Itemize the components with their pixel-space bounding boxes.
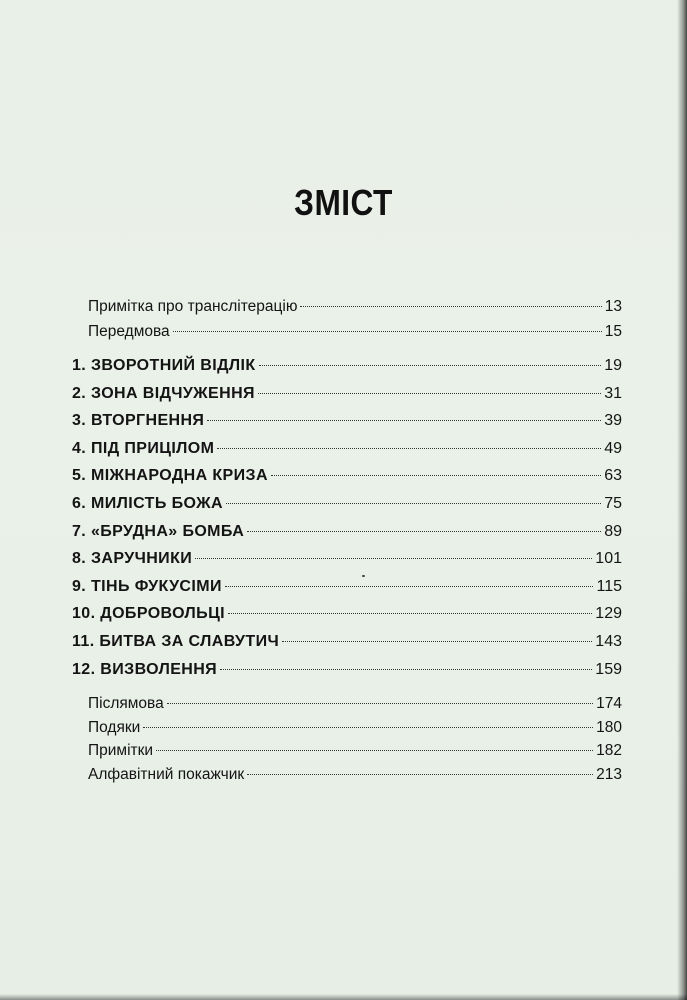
toc-chapter-8[interactable] — [72, 545, 622, 573]
toc-chapter-page: 89 — [604, 522, 622, 540]
toc-chapter-label: 1. ЗВОРОТНИЙ ВІДЛІК — [72, 357, 256, 374]
toc-chapter-4[interactable] — [72, 435, 622, 463]
toc-entry-label: Післямова — [88, 695, 164, 713]
table-of-contents — [72, 294, 622, 786]
toc-chapter-10[interactable] — [72, 600, 622, 628]
toc-chapter-page: 39 — [604, 412, 622, 430]
page-edge-shadow — [677, 0, 687, 1000]
toc-chapter-9[interactable] — [72, 573, 622, 601]
dot-leader — [226, 502, 601, 504]
toc-entry-index[interactable] — [72, 763, 622, 787]
toc-chapter-6[interactable] — [72, 490, 622, 518]
toc-chapter-page: 19 — [604, 357, 622, 374]
toc-chapter-2[interactable] — [72, 380, 622, 408]
dot-leader — [195, 557, 592, 559]
toc-entry-notes[interactable] — [72, 739, 622, 763]
toc-chapter-page: 75 — [604, 494, 622, 512]
toc-chapter-page: 129 — [595, 605, 622, 623]
toc-spacer — [72, 683, 622, 692]
page-title: ЗМІСТ — [294, 182, 393, 224]
toc-entry-label: Примітки — [88, 742, 154, 760]
toc-entry-page: 213 — [596, 765, 622, 783]
toc-chapter-page: 49 — [604, 439, 622, 457]
dot-leader — [247, 530, 601, 532]
toc-entry-page: 13 — [604, 298, 622, 315]
toc-entry-acknowledgements[interactable] — [72, 716, 622, 740]
toc-chapter-7[interactable] — [72, 518, 622, 546]
toc-entry-page: 174 — [596, 695, 622, 713]
toc-entry-page: 180 — [596, 718, 622, 736]
dot-leader — [271, 474, 601, 476]
toc-entry-page: 15 — [604, 323, 622, 340]
toc-chapter-page: 115 — [596, 577, 622, 595]
toc-chapter-page: 143 — [595, 632, 622, 650]
dot-leader — [259, 364, 602, 366]
dot-leader — [228, 612, 592, 614]
toc-chapter-label: 8. ЗАРУЧНИКИ — [72, 550, 193, 568]
toc-chapter-label: 3. ВТОРГНЕННЯ — [72, 412, 205, 430]
dot-leader — [207, 419, 601, 421]
dot-leader — [258, 392, 601, 394]
toc-chapter-label: 11. БИТВА ЗА СЛАВУТИЧ — [72, 632, 280, 650]
toc-chapter-5[interactable] — [72, 462, 622, 490]
toc-chapter-12[interactable] — [72, 656, 622, 684]
toc-entry-foreword[interactable] — [72, 319, 622, 344]
toc-chapter-label: 12. ВИЗВОЛЕННЯ — [72, 660, 218, 678]
toc-entry-page: 182 — [596, 742, 622, 760]
toc-chapter-page: 101 — [595, 550, 622, 568]
print-speck — [362, 575, 365, 577]
toc-chapter-label: 5. МІЖНАРОДНА КРИЗА — [72, 467, 268, 485]
toc-chapter-label: 2. ЗОНА ВІДЧУЖЕННЯ — [72, 384, 255, 402]
toc-entry-label: Подяки — [88, 718, 141, 736]
dot-leader — [247, 773, 593, 775]
toc-chapter-page: 31 — [604, 384, 622, 402]
dot-leader — [225, 585, 594, 587]
dot-leader — [173, 330, 602, 332]
dot-leader — [156, 749, 593, 751]
page-bottom-shadow — [0, 994, 687, 1000]
toc-chapter-label: 9. ТІНЬ ФУКУСІМИ — [72, 577, 222, 595]
toc-entry-afterword[interactable] — [72, 692, 622, 716]
dot-leader — [300, 305, 601, 307]
toc-chapter-page: 159 — [595, 660, 622, 678]
dot-leader — [282, 640, 592, 642]
toc-chapter-label: 4. ПІД ПРИЦІЛОМ — [72, 439, 215, 457]
toc-chapter-label: 10. ДОБРОВОЛЬЦІ — [72, 605, 225, 623]
toc-chapter-1[interactable] — [72, 352, 622, 380]
dot-leader — [143, 726, 593, 728]
dot-leader — [167, 702, 593, 704]
toc-chapter-11[interactable] — [72, 628, 622, 656]
dot-leader — [220, 668, 592, 670]
toc-spacer — [72, 344, 622, 352]
toc-entry-label: Примітка про транслітерацію — [88, 298, 298, 315]
toc-chapter-page: 63 — [604, 467, 622, 485]
toc-entry-label: Передмова — [88, 323, 170, 340]
toc-chapter-3[interactable] — [72, 407, 622, 435]
toc-chapter-label: 6. МИЛІСТЬ БОЖА — [72, 494, 223, 512]
toc-entry-label: Алфавітний покажчик — [88, 765, 245, 783]
toc-entry-transliteration-note[interactable] — [72, 294, 622, 319]
toc-chapter-label: 7. «БРУДНА» БОМБА — [72, 522, 245, 540]
dot-leader — [217, 447, 601, 449]
